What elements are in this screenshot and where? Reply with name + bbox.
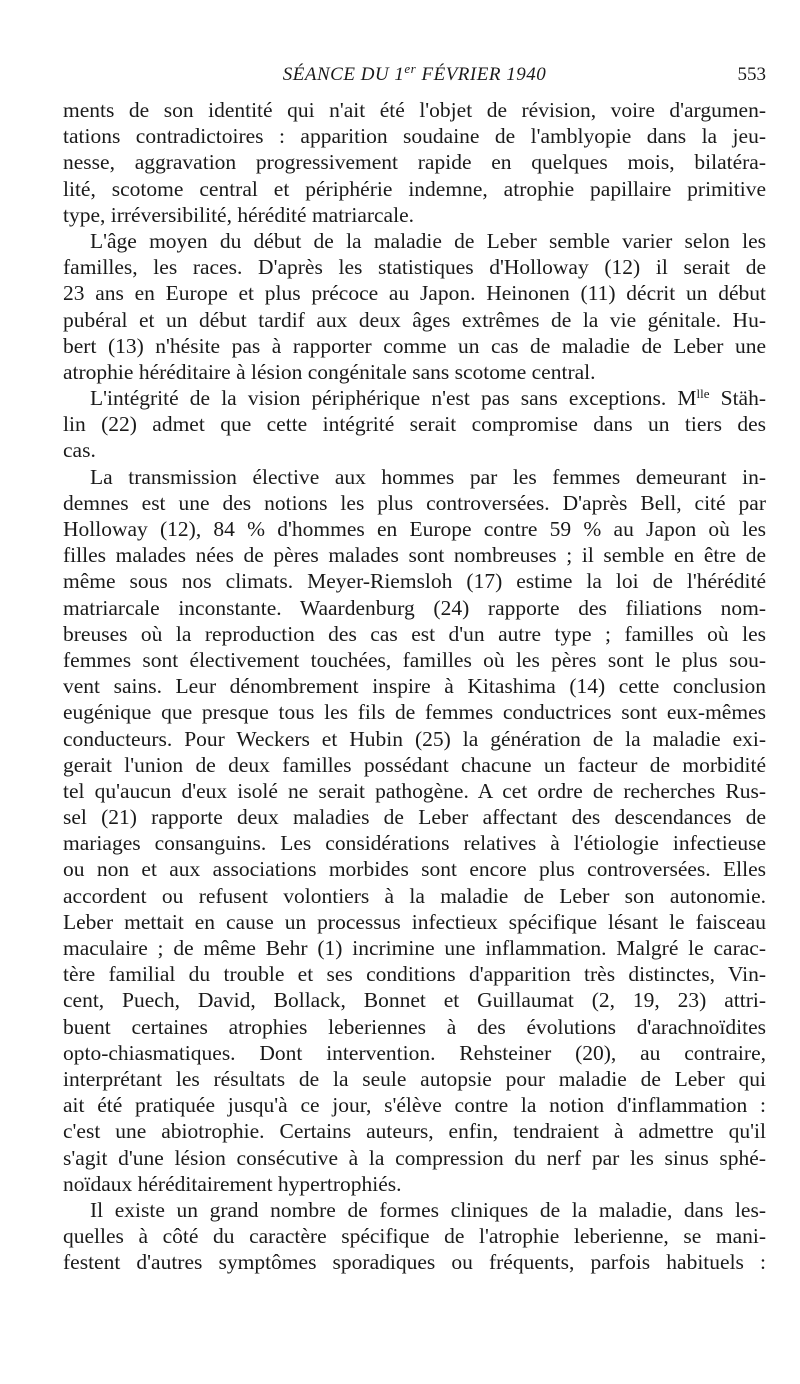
text-line: c'est une abiotrophie. Certains auteurs, enfin, tendraient à admettre qu'il	[63, 1119, 766, 1144]
text-line: sel (21) rapporte deux maladies de Leber affectant des descendances de	[63, 805, 766, 830]
text-segment: L'intégrité de la vision périphérique n'est pas sans exceptions. M	[90, 386, 697, 411]
text-line: eugénique que presque tous les fils de femmes conductrices sont eux-mêmes	[63, 700, 766, 725]
paragraph	[63, 385, 766, 464]
text-line: tère familial du trouble et ses conditions d'apparition très distinctes, Vin-	[63, 962, 766, 987]
text-line: filles malades nées de pères malades sont nombreuses ; il semble en être de	[63, 543, 766, 568]
text-line: bert (13) n'hésite pas à rapporter comme un cas de maladie de Leber une	[63, 333, 766, 358]
text-line: maculaire ; de même Behr (1) incrimine une inflammation. Malgré le carac-	[63, 936, 766, 960]
text-line: accordent ou refusent volontiers à la maladie de Leber son autonomie.	[63, 883, 766, 908]
page-number: 553	[737, 64, 766, 85]
body-text	[63, 97, 766, 1275]
text-line: Il existe un grand nombre de formes cliniques de la maladie, dans les-	[90, 1197, 766, 1222]
text-line: cas.	[63, 438, 96, 463]
text-line: ait été pratiquée jusqu'à ce jour, s'élève contre la notion d'inflammation :	[63, 1093, 766, 1118]
text-line: Leber mettait en cause un processus infectieux spécifique lésant le faisceau	[63, 909, 766, 934]
text-line: interprétant les résultats de la seule autopsie pour maladie de Leber qui	[63, 1066, 766, 1091]
text-line: opto-chiasmatiques. Dont intervention. Rehsteiner (20), au contraire,	[63, 1040, 766, 1065]
text-line: type, irréversibilité, hérédité matriarcale.	[63, 202, 414, 227]
text-line: nesse, aggravation progressivement rapide en quelques mois, bilatéra-	[63, 150, 766, 175]
text-line: tations contradictoires : apparition soudaine de l'amblyopie dans la jeu-	[63, 124, 766, 149]
text-line: breuses où la reproduction des cas est d'un autre type ; familles où les	[63, 621, 766, 646]
text-line: atrophie héréditaire à lésion congénitale sans scotome central.	[63, 359, 596, 384]
running-title-text: SÉANCE DU 1	[282, 64, 405, 85]
text-line: même sous nos climats. Meyer-Riemsloh (17) estime la loi de l'hérédité	[63, 569, 766, 594]
page-header	[63, 61, 766, 92]
text-line: cent, Puech, David, Bollack, Bonnet et Guillaumat (2, 19, 23) attri-	[63, 988, 766, 1013]
text-line: gerait l'union de deux familles possédant chacune un facteur de morbidité	[63, 752, 766, 777]
paragraph	[63, 464, 766, 1197]
running-title-superscript: er	[404, 61, 417, 76]
text-line: familles, les races. D'après les statistiques d'Holloway (12) il serait de	[63, 255, 766, 280]
text-line: femmes sont électivement touchées, familles où les pères sont le plus sou-	[63, 647, 766, 672]
text-line: 23 ans en Europe et plus précoce au Japon. Heinonen (11) décrit un début	[63, 281, 766, 306]
text-line: vent sains. Leur dénombrement inspire à Kitashima (14) cette conclusion	[63, 674, 766, 699]
paragraph	[63, 228, 766, 385]
text-line: demnes est une des notions les plus controversées. D'après Bell, cité par	[63, 490, 766, 515]
text-line: lin (22) admet que cette intégrité serait compromise dans un tiers des	[63, 412, 766, 437]
text-line: La transmission élective aux hommes par les femmes demeurant in-	[90, 464, 766, 489]
superscript: lle	[696, 386, 710, 402]
paragraph	[63, 97, 766, 228]
text-segment: Stäh-	[709, 386, 766, 411]
text-line: pubéral et un début tardif aux deux âges extrêmes de la vie génitale. Hu-	[63, 307, 766, 332]
text-line: Holloway (12), 84 % d'hommes en Europe contre 59 % au Japon où les	[63, 517, 766, 541]
text-line	[63, 385, 766, 411]
text-line: L'âge moyen du début de la maladie de Leber semble varier selon les	[90, 228, 766, 253]
text-line: lité, scotome central et périphérie indemne, atrophie papillaire primitive	[63, 176, 766, 201]
text-line: festent d'autres symptômes sporadiques ou fréquents, parfois habituels :	[63, 1250, 766, 1275]
text-line: s'agit d'une lésion consécutive à la compression du nerf par les sinus sphé-	[63, 1145, 766, 1170]
running-title	[63, 61, 766, 86]
text-line: ou non et aux associations morbides sont encore plus controversées. Elles	[63, 857, 766, 882]
text-line: matriarcale inconstante. Waardenburg (24) rapporte des filiations nom-	[63, 595, 766, 620]
running-title-date: FÉVRIER 1940	[416, 64, 547, 85]
text-line: conducteurs. Pour Weckers et Hubin (25) la génération de la maladie exi-	[63, 726, 766, 751]
text-line: quelles à côté du caractère spécifique de l'atrophie leberienne, se mani-	[63, 1224, 766, 1249]
text-line: noïdaux héréditairement hypertrophiés.	[63, 1171, 402, 1196]
text-line: tel qu'aucun d'eux isolé ne serait pathogène. A cet ordre de recherches Rus-	[63, 778, 766, 803]
text-line: buent certaines atrophies leberiennes à des évolutions d'arachnoïdites	[63, 1014, 766, 1039]
text-line: mariages consanguins. Les considérations relatives à l'étiologie infectieuse	[63, 831, 766, 856]
paragraph	[63, 1197, 766, 1276]
text-line: ments de son identité qui n'ait été l'objet de révision, voire d'argumen-	[63, 98, 766, 122]
